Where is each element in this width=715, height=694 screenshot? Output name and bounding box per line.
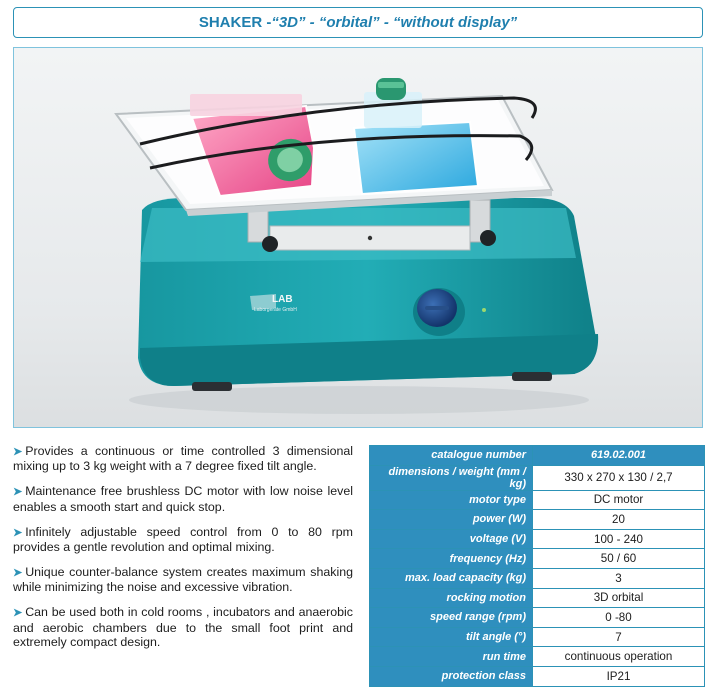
spec-value: IP21 [533,666,705,686]
table-row [370,568,705,588]
title-variants: “3D” - “orbital” - “without display” [271,14,518,31]
brand-logo-text: LAB [272,294,293,305]
spec-label: run time [370,647,533,667]
table-row [370,510,705,530]
table-row [370,529,705,549]
spec-label: motor type [370,490,533,510]
table-row [370,490,705,510]
specification-table [369,445,705,687]
spec-label: max. load capacity (kg) [370,568,533,588]
spec-value: 0 -80 [533,608,705,628]
feature-list [13,444,353,660]
feature-item: ➤ Unique counter-balance system creates maximum shaking while minimizing the noise and excessive vibration. [13,564,353,595]
bullet-arrow-icon: ➤ [13,486,23,499]
brand-logo-subtext: Laborgeräte GmbH [254,307,297,313]
spec-label: catalogue number [370,446,533,466]
spec-value: 619.02.001 [533,446,705,466]
spec-value: 20 [533,510,705,530]
spec-value: 3 [533,568,705,588]
product-photo [13,47,703,428]
feature-item: ➤ Infinitely adjustable speed control from 0 to 80 rpm provides a gentle revolution and optimal mixing. [13,524,353,555]
spec-value: 3D orbital [533,588,705,608]
spec-label: voltage (V) [370,529,533,549]
shaker-illustration [14,48,701,426]
table-row [370,446,705,466]
spec-label: rocking motion [370,588,533,608]
spec-value: 330 x 270 x 130 / 2,7 [533,465,705,490]
bullet-arrow-icon: ➤ [13,566,23,579]
bullet-arrow-icon: ➤ [13,526,23,539]
table-row [370,588,705,608]
table-row [370,627,705,647]
spec-label: tilt angle (°) [370,627,533,647]
bullet-arrow-icon: ➤ [13,446,23,458]
spec-label: dimensions / weight (mm / kg) [370,465,533,490]
spec-value: 100 - 240 [533,529,705,549]
spec-value: 50 / 60 [533,549,705,569]
table-row [370,608,705,628]
table-row [370,549,705,569]
title-main: SHAKER - [198,14,272,31]
feature-item: ➤ Provides a continuous or time controlled 3 dimensional mixing up to 3 kg weight with a 7 degree fixed tilt angle. [13,444,353,474]
table-row [370,647,705,667]
spec-value: continuous operation [533,647,705,667]
table-row [370,666,705,686]
page-title [13,7,703,38]
feature-item: ➤ Can be used both in cold rooms , incubators and anaerobic and aerobic chambers due to the small foot print and extremely compact design. [13,605,353,650]
spec-label: frequency (Hz) [370,549,533,569]
spec-label: power (W) [370,510,533,530]
spec-label: protection class [370,666,533,686]
bullet-arrow-icon: ➤ [13,607,23,620]
spec-value: 7 [533,627,705,647]
feature-item: ➤ Maintenance free brushless DC motor with low noise level enables a smooth start and quick stop. [13,484,353,514]
spec-label: speed range (rpm) [370,608,533,628]
table-row [370,465,705,490]
blue-flask [354,122,478,194]
spec-value: DC motor [533,490,705,510]
